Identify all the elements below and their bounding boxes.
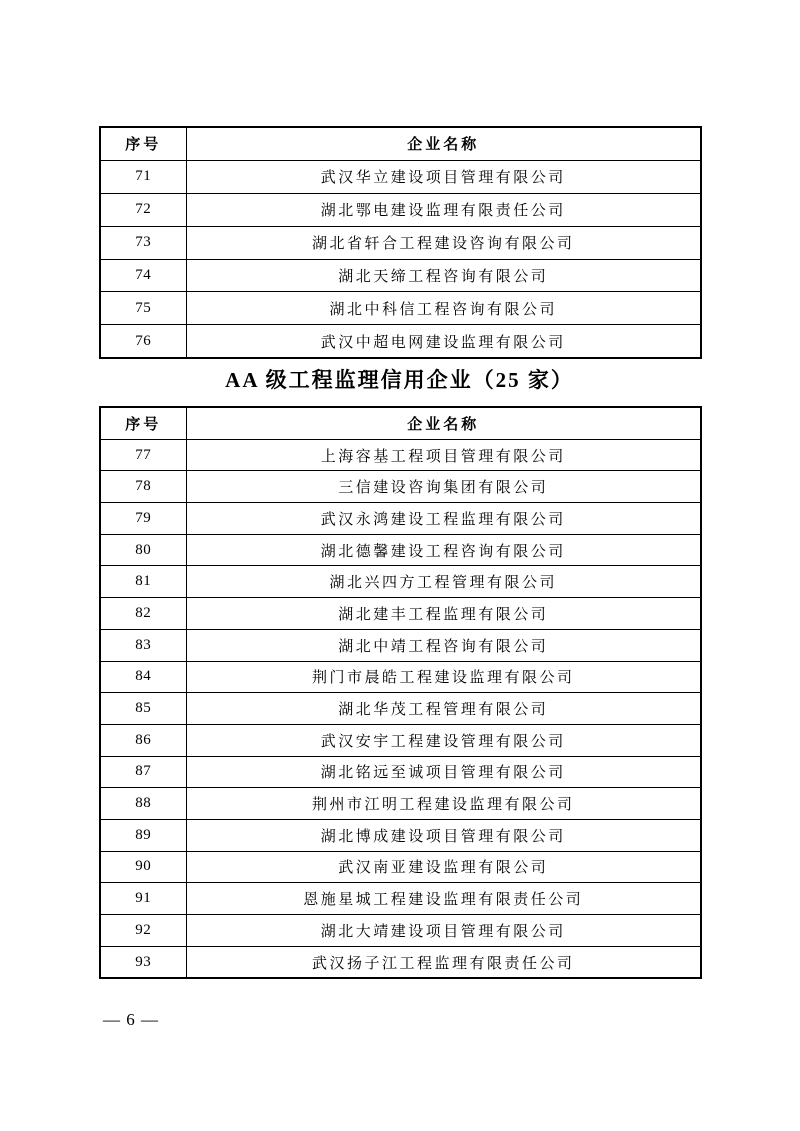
table-row — [100, 439, 701, 471]
company-name-cell: 武汉华立建设项目管理有限公司 — [186, 160, 701, 193]
serial-number-header: 序号 — [100, 407, 186, 439]
table-row — [100, 946, 701, 978]
company-name-cell: 湖北铭远至诚项目管理有限公司 — [186, 756, 701, 788]
serial-number-cell: 84 — [100, 661, 186, 693]
table-body — [100, 439, 701, 978]
serial-number-cell: 76 — [100, 325, 186, 358]
company-name-cell: 湖北德馨建设工程咨询有限公司 — [186, 534, 701, 566]
table-row — [100, 259, 701, 292]
table-body — [100, 160, 701, 358]
table-row — [100, 193, 701, 226]
serial-number-cell: 77 — [100, 439, 186, 471]
serial-number-cell: 88 — [100, 788, 186, 820]
table-row — [100, 915, 701, 947]
company-name-cell: 武汉扬子江工程监理有限责任公司 — [186, 946, 701, 978]
company-name-cell: 湖北省轩合工程建设咨询有限公司 — [186, 226, 701, 259]
company-name-cell: 湖北建丰工程监理有限公司 — [186, 598, 701, 630]
company-name-cell: 上海容基工程项目管理有限公司 — [186, 439, 701, 471]
page-number: — 6 — — [103, 1010, 159, 1029]
table-row — [100, 325, 701, 358]
serial-number-cell: 83 — [100, 629, 186, 661]
table-row — [100, 693, 701, 725]
serial-number-cell: 75 — [100, 292, 186, 325]
serial-number-cell: 89 — [100, 819, 186, 851]
table-row — [100, 503, 701, 535]
serial-number-cell: 87 — [100, 756, 186, 788]
company-name-cell: 武汉南亚建设监理有限公司 — [186, 851, 701, 883]
company-name-cell: 湖北中靖工程咨询有限公司 — [186, 629, 701, 661]
company-name-cell: 武汉永鸿建设工程监理有限公司 — [186, 503, 701, 535]
aa-grade-credit-enterprises-table — [99, 406, 702, 979]
company-name-cell: 武汉中超电网建设监理有限公司 — [186, 325, 701, 358]
table-row — [100, 566, 701, 598]
table-row — [100, 226, 701, 259]
serial-number-cell: 78 — [100, 471, 186, 503]
serial-number-cell: 74 — [100, 259, 186, 292]
table-row — [100, 883, 701, 915]
company-name-cell: 三信建设咨询集团有限公司 — [186, 471, 701, 503]
table-row — [100, 598, 701, 630]
serial-number-cell: 72 — [100, 193, 186, 226]
serial-number-cell: 93 — [100, 946, 186, 978]
table-row — [100, 160, 701, 193]
table-row — [100, 661, 701, 693]
company-name-cell: 湖北兴四方工程管理有限公司 — [186, 566, 701, 598]
serial-number-cell: 80 — [100, 534, 186, 566]
company-name-cell: 武汉安宇工程建设管理有限公司 — [186, 724, 701, 756]
table-row — [100, 851, 701, 883]
company-name-cell: 荆州市江明工程建设监理有限公司 — [186, 788, 701, 820]
serial-number-cell: 71 — [100, 160, 186, 193]
serial-number-cell: 73 — [100, 226, 186, 259]
company-name-header: 企业名称 — [186, 127, 701, 160]
credit-enterprises-table-continued — [99, 126, 702, 359]
serial-number-cell: 90 — [100, 851, 186, 883]
table-row — [100, 756, 701, 788]
serial-number-cell: 86 — [100, 724, 186, 756]
table-row — [100, 534, 701, 566]
serial-number-header: 序号 — [100, 127, 186, 160]
table-row — [100, 629, 701, 661]
company-name-header: 企业名称 — [186, 407, 701, 439]
table-header-row — [100, 127, 701, 160]
company-name-cell: 湖北大靖建设项目管理有限公司 — [186, 915, 701, 947]
company-name-cell: 湖北鄂电建设监理有限责任公司 — [186, 193, 701, 226]
serial-number-cell: 85 — [100, 693, 186, 725]
company-name-cell: 湖北中科信工程咨询有限公司 — [186, 292, 701, 325]
company-name-cell: 荆门市晨皓工程建设监理有限公司 — [186, 661, 701, 693]
company-name-cell: 湖北天缔工程咨询有限公司 — [186, 259, 701, 292]
table-row — [100, 819, 701, 851]
section-title-aa-grade: AA 级工程监理信用企业（25 家） — [225, 368, 574, 392]
table-row — [100, 788, 701, 820]
serial-number-cell: 92 — [100, 915, 186, 947]
table-row — [100, 724, 701, 756]
company-name-cell: 恩施星城工程建设监理有限责任公司 — [186, 883, 701, 915]
table-row — [100, 471, 701, 503]
serial-number-cell: 82 — [100, 598, 186, 630]
company-name-cell: 湖北华茂工程管理有限公司 — [186, 693, 701, 725]
table-row — [100, 292, 701, 325]
serial-number-cell: 91 — [100, 883, 186, 915]
table-header-row — [100, 407, 701, 439]
company-name-cell: 湖北博成建设项目管理有限公司 — [186, 819, 701, 851]
serial-number-cell: 81 — [100, 566, 186, 598]
serial-number-cell: 79 — [100, 503, 186, 535]
